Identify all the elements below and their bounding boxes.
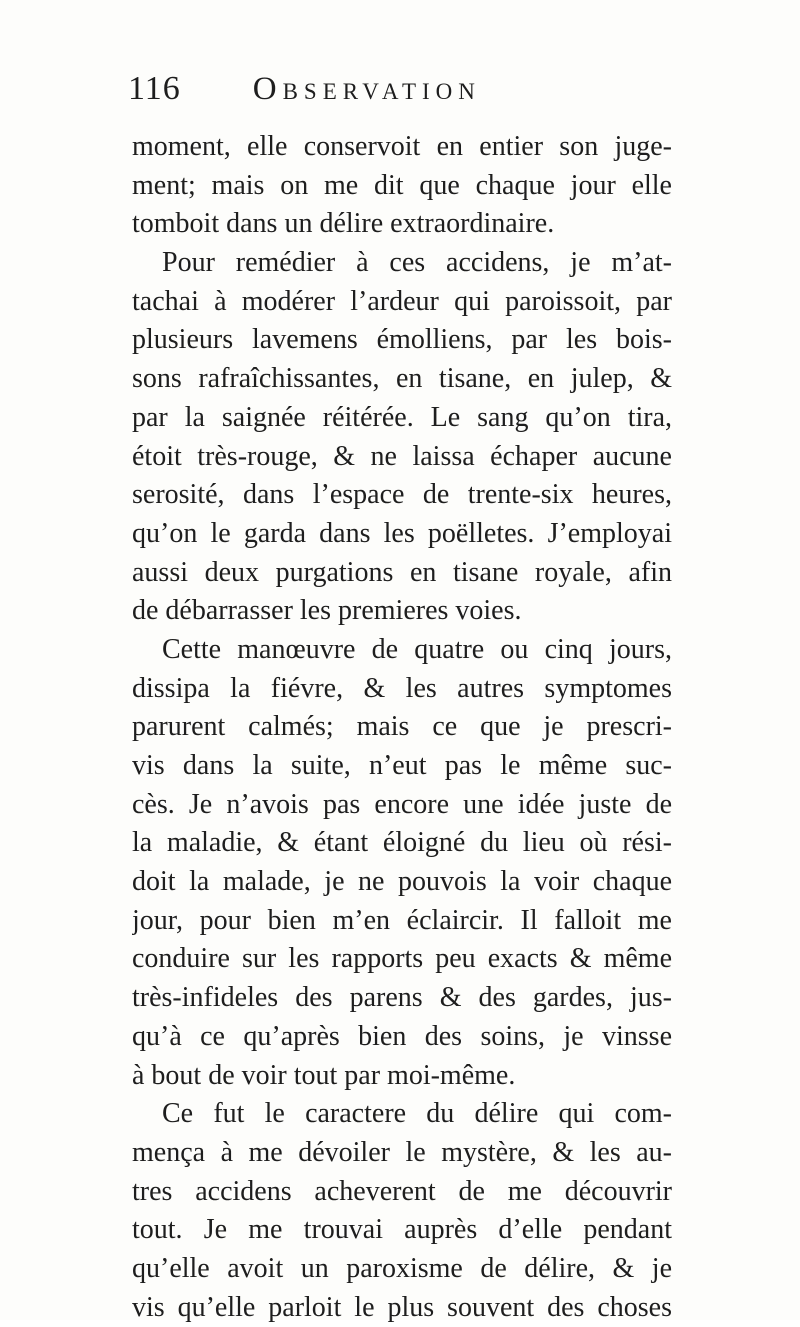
- text-line: qu’elle avoit un paroxisme de délire, & je: [132, 1252, 672, 1284]
- running-title: Observation: [252, 71, 481, 107]
- text-line: par la saignée réitérée. Le sang qu’on tira,: [132, 401, 672, 433]
- text-line: moment, elle conservoit en entier son juge-: [132, 131, 672, 162]
- text-line: Cette manœuvre de quatre ou cinq jours,: [162, 633, 672, 665]
- text-line: Pour remédier à ces accidens, je m’at-: [162, 247, 672, 279]
- text-line: doit la malade, je ne pouvois la voir chaque: [132, 866, 672, 898]
- text-line: tomboit dans un délire extraordinaire.: [132, 208, 555, 240]
- text-line: plusieurs lavemens émolliens, par les bois-: [132, 324, 672, 356]
- text-line: tout. Je me trouvai auprès d’elle pendant: [132, 1214, 672, 1246]
- text-line: tres accidens acheverent de me découvrir: [132, 1175, 672, 1207]
- text-line: sons rafraîchissantes, en tisane, en julep, &: [132, 363, 672, 395]
- text-line: mença à me dévoiler le mystère, & les au-: [132, 1136, 672, 1168]
- text-line: serosité, dans l’espace de trente-six heures,: [132, 479, 672, 511]
- text-line: très-infideles des parens & des gardes, jus-: [132, 982, 672, 1014]
- text-line: de débarrasser les premieres voies.: [132, 595, 522, 627]
- text-line: parurent calmés; mais ce que je prescri-: [132, 711, 672, 743]
- body-text: [132, 128, 672, 1327]
- text-line: cès. Je n’avois pas encore une idée juste de: [132, 788, 672, 820]
- text-line: qu’à ce qu’après bien des soins, je vinsse: [132, 1020, 672, 1052]
- text-line: tachai à modérer l’ardeur qui paroissoit, par: [132, 285, 672, 317]
- page-number: 116: [128, 70, 181, 107]
- text-line: jour, pour bien m’en éclaircir. Il falloit me: [132, 904, 672, 936]
- text-line: vis dans la suite, n’eut pas le même suc-: [132, 750, 672, 781]
- text-line: à bout de voir tout par moi-même.: [132, 1059, 516, 1091]
- text-line: conduire sur les rapports peu exacts & même: [132, 943, 672, 975]
- page-header: [128, 70, 688, 126]
- text-line: ment; mais on me dit que chaque jour elle: [132, 169, 672, 201]
- text-line: Ce fut le caractere du délire qui com-: [162, 1098, 672, 1130]
- text-line: qu’on le garda dans les poëlletes. J’employai: [132, 517, 672, 549]
- text-line: vis qu’elle parloit le plus souvent des choses: [132, 1291, 672, 1323]
- text-line: dissipa la fiévre, & les autres symptomes: [132, 672, 672, 704]
- text-line: la maladie, & étant éloigné du lieu où rési-: [132, 827, 672, 859]
- text-line: étoit très-rouge, & ne laissa échaper aucune: [132, 440, 672, 472]
- text-line: aussi deux purgations en tisane royale, afin: [132, 556, 672, 588]
